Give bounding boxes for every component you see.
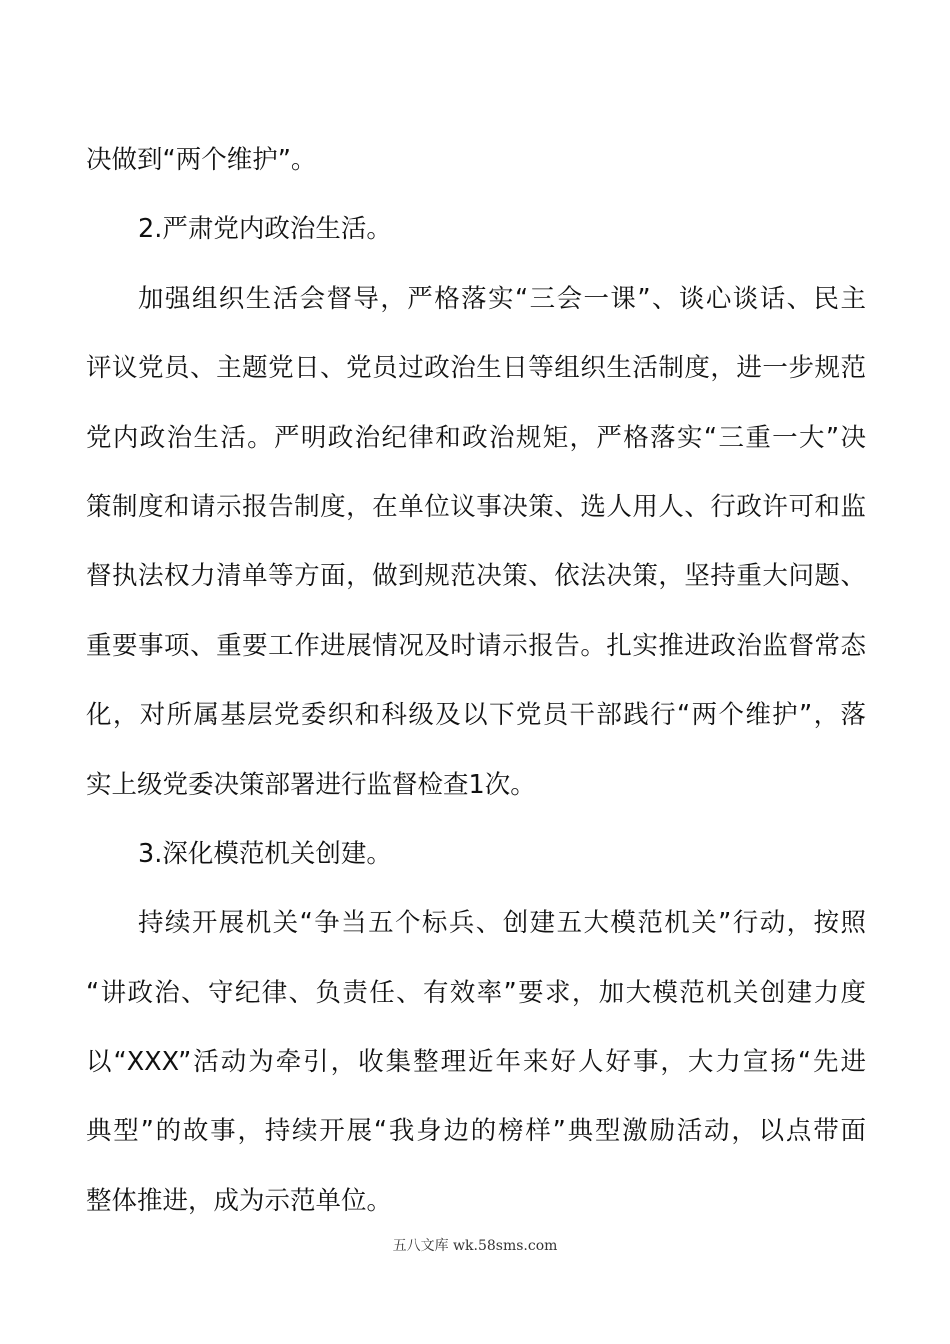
text-line: 整体推进，成为示范单位。 (86, 1185, 393, 1216)
text-line: 评议党员、主题党日、党员过政治生日等组织生活制度，进一步规范 (86, 353, 866, 384)
document-body (86, 126, 866, 1236)
page-footer: 五八文库 wk.58sms.com (392, 1238, 558, 1254)
text-line: 重要事项、重要工作进展情况及时请示报告。扎实推进政治监督常态 (86, 630, 866, 661)
text-line: 3.深化模范机关创建。 (138, 838, 392, 869)
text-line: 决做到“两个维护”。 (86, 145, 317, 175)
text-line: 持续开展机关“争当五个标兵、创建五大模范机关”行动，按照 (138, 908, 866, 939)
text-line: 加强组织生活会督导，严格落实“三会一课”、谈心谈话、民主 (138, 283, 866, 314)
text-line: 督执法权力清单等方面，做到规范决策、依法决策，坚持重大问题、 (86, 561, 866, 592)
text-line: “讲政治、守纪律、负责任、有效率”要求，加大模范机关创建力度 (86, 977, 866, 1008)
text-line: 典型”的故事，持续开展“我身边的榜样”典型激励活动，以点带面 (86, 1116, 866, 1147)
text-line: 2.严肃党内政治生活。 (138, 214, 392, 245)
text-line: 实上级党委决策部署进行监督检查1次。 (86, 769, 536, 800)
text-line: 党内政治生活。严明政治纪律和政治规矩，严格落实“三重一大”决 (86, 422, 866, 453)
text-line: 以“XXX”活动为牵引，收集整理近年来好人好事，大力宣扬“先进 (86, 1047, 866, 1078)
text-line: 化，对所属基层党委织和科级及以下党员干部践行“两个维护”，落 (86, 700, 866, 731)
text-line: 策制度和请示报告制度，在单位议事决策、选人用人、行政许可和监 (86, 491, 866, 522)
